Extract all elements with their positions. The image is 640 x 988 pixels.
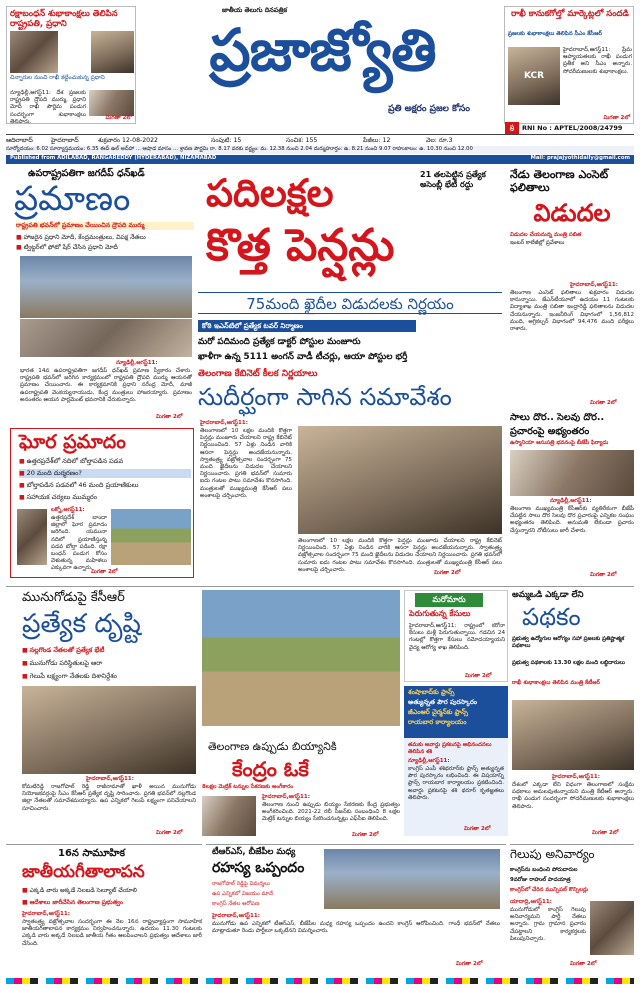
left-ear [6, 6, 136, 124]
ktr-photo [512, 700, 634, 770]
main-cabinet: తెలంగాణ కేబినెట్ కీలక నిర్ణయాలు [198, 369, 318, 379]
munugode-bullet-3: ■ గెలుపే లక్ష్యంగా నేతలకు దిశానిర్దేశం [22, 672, 196, 681]
shamshabad-body: కాంగ్రెస్ ఎంపీ శశిథరూర్‌కు ఫ్రాన్స్ అత్యున్నత పౌర పురస్కారం లభించింది. ఈ విషయాన్ని ఫ్రాన్స్ రాయబార కార్యాలయం ప్రకటించింది. అవార్డు ప్రకటనపై శశి థరూర్ కృతజ్ఞతలు తెలిపారు. [408, 766, 504, 801]
rice-more: మిగతా 2లో [352, 832, 379, 838]
accident-bullet-2-text: 20 మంది దుర్మరణం? [26, 469, 82, 477]
anthem-headline: జాతీయగీతాలాపన [22, 862, 145, 882]
masthead-tagline: జాతీయ తెలుగు దినపత్రిక [222, 6, 287, 14]
main-story [198, 168, 502, 588]
masthead [0, 0, 640, 130]
results-story [510, 168, 634, 410]
pact-dateline: హైదరాబాద్,ఆగస్ట్11: [212, 913, 260, 919]
published-right: Mail: prajajyothidaily@gmail.com [530, 155, 630, 161]
slogan-text: ప్రతి అక్షరం ప్రజల కోసం [388, 104, 470, 114]
color-strip [6, 978, 634, 984]
accident-photo [111, 509, 191, 565]
accident-body: ఉత్తరప్రదేశ్ బాందా జిల్లాలో ఘోర ప్రమాదం జరిగింది. యమునా నదిలో ప్రయాణిస్తున్న పడవ బోల్తా పడింది. రక్షా బంధన్ పండుగ కోసం వెళుతున్న మహిళలు ఎక్కువగా ఉన్నారు. [51, 515, 107, 572]
pact-b1-text: రాజగోపాల్ రెడ్డిపై విమర్శలు [212, 881, 270, 887]
vp-photo-2 [20, 319, 192, 357]
shamshabad-sub: తమకు అవార్డు ప్రకటనపై అభినందనలు తెలిపిన శశి [408, 742, 492, 755]
shamshabad-line4: రాయబార కార్యాలయం [408, 718, 467, 726]
published-bar [6, 155, 634, 164]
accident-story [10, 428, 194, 578]
accident-bullet-4: ■ సహాయక చర్యలు ముమ్మరం [19, 493, 191, 502]
osmania-dateline: న్యూఢిల్లీ,ఆగస్ట్11: [550, 498, 592, 504]
rni-number: RNI No : APTEL/2008/24799 [522, 124, 623, 132]
munugode-bullet-1-text: నల్లగొండ నేతలతో ప్రత్యేక భేటీ [29, 646, 105, 654]
anthem-bullet-2-text: ఆదేశాలు జారీచేసిన తెలంగాణ ప్రభుత్వం [29, 899, 123, 906]
rice-photo [202, 590, 400, 726]
osmania-headline2: ప్రచారంపై అభ్యంతరం [510, 426, 590, 437]
pact-b3 [212, 901, 322, 908]
again-body: హైదరాబాద్,ఆగస్ట్11: రాష్ట్రంలో కరోనా కేసులు మళ్లీ పెరుగుతున్నాయి. గడచిన 24 గంటల్లో కొత్తగా కేసులు నమోదయ్యాయని వైద్య ఆరోగ్య శాఖ తెలిపింది. [409, 623, 505, 651]
pact-headline: రహస్య ఒప్పందం [212, 860, 305, 876]
munugode-bullet-1 [22, 646, 196, 655]
again-tag [415, 593, 483, 607]
logo-badge-text: ప్ర [509, 124, 515, 131]
accident-bullet-3: ■ బోల్తాపడిన పడవలో 46 మంది ప్రయాణికులు [19, 481, 191, 490]
shamshabad-dateline: న్యూఢిల్లీ,ఆగస్ట్11: [408, 758, 450, 764]
right-ear [504, 6, 634, 124]
left-ear-more: మిగతా 2లో [105, 115, 132, 121]
main-point-2: మరో పదిమంది ప్రత్యేక డాక్టర్ పోస్టుల మంజూరు [198, 337, 361, 347]
main-point-3: ఖాళీగా ఉన్న 5111 అంగన్ వాడీ టీచర్లు, ఆయా పోస్టుల భర్తీ [198, 352, 408, 362]
scheme-story [512, 590, 634, 840]
victory-body: మునుగోడులో కాంగ్రెస్ గెలుపు అనివార్యమని పార్టీ నేతలు అన్నారు. గ్రామ గ్రామాన ప్రచారం చేపట్టాలని కార్యకర్తలకు పిలుపునిచ్చారు. [510, 907, 586, 942]
again-tag-text: మరోమారు [432, 595, 466, 604]
anthem-kicker: 16న సామూహిక [58, 848, 125, 859]
osmania-sub: ఉస్మానియా ఆసుపత్రి భవనంపై బీజేపీ ఫిర్యాదు [510, 440, 609, 446]
vp-strap: రాష్ట్రపతి భవన్‌లో ప్రమాణం చేయించిన ద్రౌపది ముర్ము [16, 222, 194, 230]
scheme-more: మిగతా 2లో [592, 830, 619, 836]
dateline-pages: పేజీలు: 12 [363, 137, 391, 144]
left-ear-photo-3 [89, 90, 134, 116]
cm-photo [508, 47, 560, 105]
pact-photo [324, 849, 500, 909]
dateline-city2: హైదరాబాద్ [51, 137, 79, 144]
left-ear-photo-2 [91, 31, 134, 73]
left-ear-caption: చిన్నారుల నుంచి రాఖీ కట్టించుకున్న ప్రధాని [10, 75, 105, 81]
main-point-1 [198, 320, 416, 332]
results-kicker: నేడు తెలంగాణ ఎంసెట్ ఫలితాలు [510, 168, 609, 194]
main-line1: పదిలక్షల [206, 171, 334, 215]
accident-dateline: లక్నో,ఆగస్ట్11: [51, 507, 85, 513]
victory-headline: గెలుపు అనివార్యం [510, 847, 595, 861]
munugode-story [6, 590, 196, 840]
right-ear-headline: రాఖీ కానుకగోల్తో మార్కెట్లలో సందడి [511, 9, 629, 19]
right-ear-sub: ప్రజలకు శుభాకాంక్షలు తెలిపిన సీఎం కేసీఆర్ [508, 31, 602, 37]
munugode-line2: ప్రత్యేక దృష్టి [22, 609, 141, 639]
results-headline: విడుదల [533, 199, 611, 227]
again-story [404, 590, 508, 682]
left-ear-headline: రక్షాబంధన్ శుభాకాంక్షలు తెలిపిన రాష్ట్రపతి, ప్రధాని [10, 9, 118, 29]
accident-more: మిగతా 2లో [91, 569, 118, 575]
anthem-dateline: హైదరాబాద్,ఆగస్ట్11: [22, 911, 70, 917]
logo-badge [505, 122, 519, 134]
victory-story [510, 844, 634, 974]
osmania-more: మిగతా 2లో [590, 572, 617, 578]
vp-body: భారత 14వ ఉపరాష్ట్రపతిగా జగదీప్ ధన్‌ఖడ్ ప్రమాణ స్వీకారం చేశారు. రాష్ట్రపతి భవన్‌లో జరిగిన కార్యక్రమంలో రాష్ట్రపతి ద్రౌపది ముర్ము ఆయనతో ప్రమాణం చేయించారు. ఈ కార్యక్రమానికి ప్రధాని నరేంద్ర మోదీ, మాజీ ఉపరాష్ట్రపతి వెంకయ్యనాయుడు, కేంద్ర మంత్రులు హాజరయ్యారు. ప్రమాణం అనంతరం ఆయన పార్లమెంట్ భవనానికి చేరుకున్నారు. [20, 368, 192, 403]
pact-story [206, 844, 506, 974]
victory-bullet-1: కాంగ్రెస్‌ను బంధించి పోరుదారుల [510, 867, 578, 873]
accident-headline: ఘోర ప్రమాదం [19, 431, 126, 453]
again-more: మిగతా 2లో [465, 673, 492, 679]
accident-thumb [17, 509, 47, 565]
shamshabad-line2: అత్యున్నత పౌర పురస్కారం [408, 698, 478, 706]
main-banner [198, 292, 502, 314]
munugode-photo [22, 686, 196, 774]
dateline-date: శుక్రవారం 12-08-2022 [98, 137, 158, 144]
munugode-dateline: హైదరాబాద్,ఆగస్ట్11: [86, 776, 134, 782]
scheme-bullet-3: రాఖీ శుభాకాంక్షలు తెలిపిన మంత్రి కేటీఆర్ [512, 680, 600, 686]
dateline-bar [6, 134, 634, 145]
vp-more: మిగతా 2లో [156, 414, 183, 420]
left-ear-photo [10, 31, 58, 73]
scheme-kicker: అమ్మఒడి ఎక్కడా లేని [512, 590, 584, 600]
main-point-1-text: కోఠి ఇఎన్‌టిలో ప్రత్యేక టవర్ నిర్మాణం [202, 322, 303, 330]
accident-bullet-1: ■ ఉత్తరప్రదేశ్‌లో నదిలో బోల్తాపడిన పడవ [19, 457, 191, 466]
munugode-line1: మునుగోడుపై కేసీఆర్ [22, 590, 125, 605]
paper-title: ప్రజాజ్యోతి [209, 16, 436, 84]
results-body: తెలంగాణ ఎంసెట్ ఫలితాలు శుక్రవారం విడుదల కానున్నాయి. జేఎన్‌టీయూలో ఉదయం 11 గంటలకు విద్యాశాఖ మంత్రి సబితా ఇంద్రారెడ్డి ఫలితాలను విడుదల చేయనున్నారు. ఇంజనీరింగ్ విభాగంలో 1,56,812 మంది, అగ్రికల్చర్ విభాగంలో 94,476 మంది పరీక్షలు రాశారు. [510, 290, 634, 333]
munugode-more: మిగతా 2లో [156, 830, 183, 836]
pact-b2-text: ఉప ఎన్నికలో విజయం మాదే [212, 891, 273, 897]
vp-headline: ప్రమాణం [14, 179, 131, 219]
results-sub2: ఇంటర్ కాలేజీల్లో ప్రవేశాలు [510, 240, 565, 246]
kcr-cabinet-photo [298, 426, 502, 534]
osmania-body: తెలంగాణ ముఖ్యమంత్రి కేసీఆర్‌కు వ్యతిరేకంగా బీజేపీ చేపట్టిన సాలు దొర సెలవు దొర ప్రచారంపై ఎన్నికల సంఘం అభ్యంతరం తెలిపింది. అనుమతి లేకుండా ప్రచారం చేస్తున్నారని నోటీసులు జారీ చేశారు. [510, 506, 634, 534]
scheme-headline: పథకం [522, 603, 581, 631]
published-left: Published from ADILABAD, RANGAREDDY (HYDERABAD), NIZAMABAD [10, 155, 217, 161]
cm-initials: KCR [523, 71, 545, 81]
shamshabad-heading-box [404, 686, 508, 738]
rice-dateline: హైదరాబాద్,ఆగస్ట్11: [262, 794, 310, 800]
vp-photo [20, 256, 192, 318]
osmania-story [510, 412, 634, 582]
anthem-bullet-1: ■ ఎక్కడి వారు అక్కడే నిలబడి సెల్యూట్ చేయాలి [22, 887, 202, 895]
results-dateline: హైదరాబాద్,ఆగస్ట్11: [570, 282, 618, 288]
main-body-2: తెలంగాణలో 10 లక్షల మందికి కొత్తగా పెన్షన్లు మంజూరు చేయాలని రాష్ట్ర కేబినెట్ నిర్ణయించింది. 57 ఏళ్లు నిండిన వారికి ఆసరా పెన్షన్లు అందజేయనున్నారు. స్వాతంత్ర్య వజ్రోత్సవాల సందర్భంగా 75 మంది ఖైదీలను విడుదల చేయాలని నిర్ణయించారు. ప్రగతి భవన్‌లో సుమారు ఐదు గంటల పాటు సమావేశం కొనసాగింది. మంత్రులతో ముఖ్యమంత్రి కేసీఆర్ పలు అంశాలపై చర్చించారు. [298, 538, 502, 573]
info-bar: సూర్యోదయం: 6.02 సూర్యాస్తమయం: 6.35 ఈద్ ఉల్ అద్‌హా ... ఆషాడ మాసం ... శ్రావణ పౌర్ణమి రా. 8.17 వరకు వర్జ్యం: మ. 12.38 నుంచి 2.04 దుర్ముహూర్తం: ఉ. 8.21 నుంచి 9.07 రాహుకాలం: ఉ. 10.30 నుంచి 12.00 [6, 146, 634, 154]
left-ear-text: న్యూఢిల్లీ,ఆగస్ట్11: దేశ ప్రజలకు రాష్ట్రపతి ద్రౌపది ముర్ము, ప్రధాని మోదీ రాఖీ పౌర్ణిమ పండుగ సందర్భంగా శుభాకాంక్షలు తెలిపారు. [10, 90, 86, 125]
rice-body: తెలంగాణ నుంచి ఉప్పుడు బియ్యం సేకరణకు కేంద్ర ప్రభుత్వం అంగీకరించింది. 2021-22 రబీ సీజన్‌కు సంబంధించి 8 లక్షల మెట్రిక్ టన్నుల బియ్యం సేకరించనున్నట్లు ఎఫ్‌సీఐ తెలిపింది. [262, 802, 400, 823]
osmania-headline: సాలు దొర.. సెలవు దొర.. [510, 412, 605, 423]
anthem-body: స్వాతంత్ర్య వజ్రోత్సవాల సందర్భంగా ఈ నెల 16న రాష్ట్రవ్యాప్తంగా సామూహిక జాతీయగీతాలాపన కార్యక్రమం నిర్వహించనున్నారు. ఉదయం 11.30 గంటలకు ఎక్కడి వారు అక్కడే నిలబడి జాతీయ గీతం ఆలపించాలని ప్రభుత్వం ఆదేశాలు జారీ చేసింది. [22, 919, 202, 947]
right-ear-more: మిగతా 2లో [603, 115, 630, 121]
victory-dateline: యాదాద్రి,ఆగస్ట్11: [510, 899, 552, 905]
munugode-bullet-2: ■ మునుగోడు పరిస్థితులపై ఆరా [22, 659, 196, 668]
rice-headline: కేంద్రం ఓకే [232, 757, 309, 781]
vp-bullet-1: ■ హాజరైన ప్రధాని మోదీ, కేంద్రమంత్రులు, విపక్ష నేతలు [16, 234, 194, 242]
scheme-bullet-2: ప్రభుత్వ పథకాలకు 13.30 లక్షల మంది లబ్ధిదారులు [512, 660, 625, 666]
scheme-bullet-1: ప్రభుత్వ ఉద్యోగుల ఆరోగ్యం సహా ప్రజలకు ప్రతిష్టాత్మక పథకాలు [512, 636, 625, 649]
scheme-dateline: హైదరాబాద్,ఆగస్ట్11: [552, 774, 600, 780]
results-sub: విడుదల చేయనున్న మంత్రి సబిత [510, 232, 582, 238]
divider-1 [6, 586, 634, 587]
again-headline: పెరుగుతున్న కేసులు [409, 609, 471, 618]
anthem-bullet-2 [22, 899, 202, 907]
dateline-issue: సంచిక: 155 [286, 137, 318, 144]
rice-kicker: తెలంగాణ ఉప్పుడు బియ్యానికి [208, 740, 337, 753]
paper-slogan [365, 96, 493, 116]
victory-photo [590, 901, 634, 955]
main-more: మిగతా 2లో [434, 570, 461, 576]
accident-bullet-2 [19, 469, 191, 478]
main-body-1: తెలంగాణలో 10 లక్షల మందికి కొత్తగా పెన్షన్లు మంజూరు చేయాలని రాష్ట్ర కేబినెట్ నిర్ణయించింది. 57 ఏళ్లు నిండిన వారికి ఆసరా పెన్షన్లు అందజేయనున్నారు. స్వాతంత్ర్య వజ్రోత్సవాల సందర్భంగా 75 మంది ఖైదీలను విడుదల చేయాలని నిర్ణయించారు. ప్రగతి భవన్‌లో సుమారు ఐదు గంటల పాటు సమావేశం కొనసాగింది. మంత్రులతో ముఖ్యమంత్రి కేసీఆర్ పలు అంశాలపై చర్చించారు. [200, 428, 292, 499]
rice-story [202, 590, 400, 840]
pact-b2 [212, 891, 322, 898]
victory-bullet-3: కాంగ్రెస్‌లో చేరిన మున్సిపల్ కౌన్సిలర్లు [510, 887, 589, 893]
vp-story [6, 168, 194, 424]
main-banner-text: 75మంది ఖైదీల విడుదలకు నిర్ణయం [246, 295, 454, 313]
vp-kicker: ఉపరాష్ట్రపతిగా జగదీప్ ధన్‌ఖడ్ [28, 168, 145, 179]
results-more: మిగతా 2లో [590, 400, 617, 406]
victory-more: మిగతా 2లో [570, 961, 597, 967]
pact-more: మిగతా 2లో [456, 961, 483, 967]
victory-bullet-2: 9వరోజు రాహుల్ పాదయాత్ర [510, 877, 571, 883]
dateline-price: వెల: రూ.3 [426, 137, 453, 144]
pact-b1 [212, 881, 322, 888]
main-side-note: 21 తలపెట్టిన ప్రత్యేక అసెంబ్లీ భేటీ రద్దు [420, 170, 486, 189]
pact-line1: టీఆర్ఎస్, బీజేపీల మధ్య [212, 847, 296, 857]
scheme-body: దేశంలో ఎక్కడా లేని విధంగా తెలంగాణలో సంక్షేమ పథకాలు అమలవుతున్నాయని మంత్రి కేటీఆర్ అన్నారు. రాఖీ పండుగ సందర్భంగా సోదరీమణులకు శుభాకాంక్షలు తెలిపారు. [512, 782, 634, 810]
pact-b3-text: కాంగ్రెస్ నేతల ఆరోపణ [212, 901, 260, 907]
right-ear-text: హైదరాబాద్,ఆగస్ట్11: ప్రేమ ఆప్యాయతలకు రాఖీ పండుగ ప్రతీక అని సీఎం అన్నారు. సోదరీమణులకు శుభాకాంక్షలు. [563, 47, 632, 75]
rice-thumb [202, 796, 256, 836]
vp-bullet-2: ■ ట్విట్టర్‌లో ఫోటో షేర్ చేసిన ప్రధాని మోదీ [16, 244, 194, 252]
shamshabad-line3: జీఎంఆర్ చైర్మన్‌కు ఫ్రాన్స్ [408, 708, 469, 716]
rice-sub: 8లక్షల మెట్రిక్ టన్నుల సేకరణకు అంగీకారం [202, 784, 294, 790]
shamshabad-more: మిగతా 2లో [464, 826, 491, 832]
shamshabad-line1: శంషాబాద్‌కు ఫ్రాన్స్ [408, 688, 455, 696]
anthem-story [6, 844, 202, 974]
shamshabad-story [404, 686, 508, 836]
dateline-city1: ఆదిలాబాద్ [6, 137, 33, 144]
pact-body: మునుగోడు ఉప ఎన్నికలో టీఆర్ఎస్, బీజేపీల మధ్య రహస్య ఒప్పందం ఉందని కాంగ్రెస్ ఆరోపించింది. గాంధీ భవన్‌లో నేతలు మాట్లాడుతూ రెండు పార్టీలూ ఒక్కటేనని విమర్శించారు. [212, 921, 500, 935]
dateline-volume: సంపుటి: 15 [211, 137, 242, 144]
main-headline2: సుదీర్ఘంగా సాగిన సమావేశం [198, 383, 452, 411]
munugode-body: కోమటిరెడ్డి రాజగోపాల్ రెడ్డి రాజీనామాతో ఖాళీ అయిన మునుగోడు నియోజకవర్గంపై సీఎం కేసీఆర్ ప్రత్యేక దృష్టి సారించారు. ప్రగతి భవన్‌లో నల్లగొండ జిల్లా నేతలతో సమావేశమయ్యారు. ఉప ఎన్నికలో గెలుపే లక్ష్యంగా పనిచేయాలని సూచించారు. [22, 784, 196, 812]
main-dateline: హైదరాబాద్,ఆగస్ట్11: [200, 420, 248, 426]
main-line2: కొత్త పెన్షన్లు [206, 220, 395, 271]
osmania-photo [510, 450, 634, 496]
vp-dateline: న్యూఢిల్లీ,ఆగస్ట్11: [116, 360, 158, 366]
